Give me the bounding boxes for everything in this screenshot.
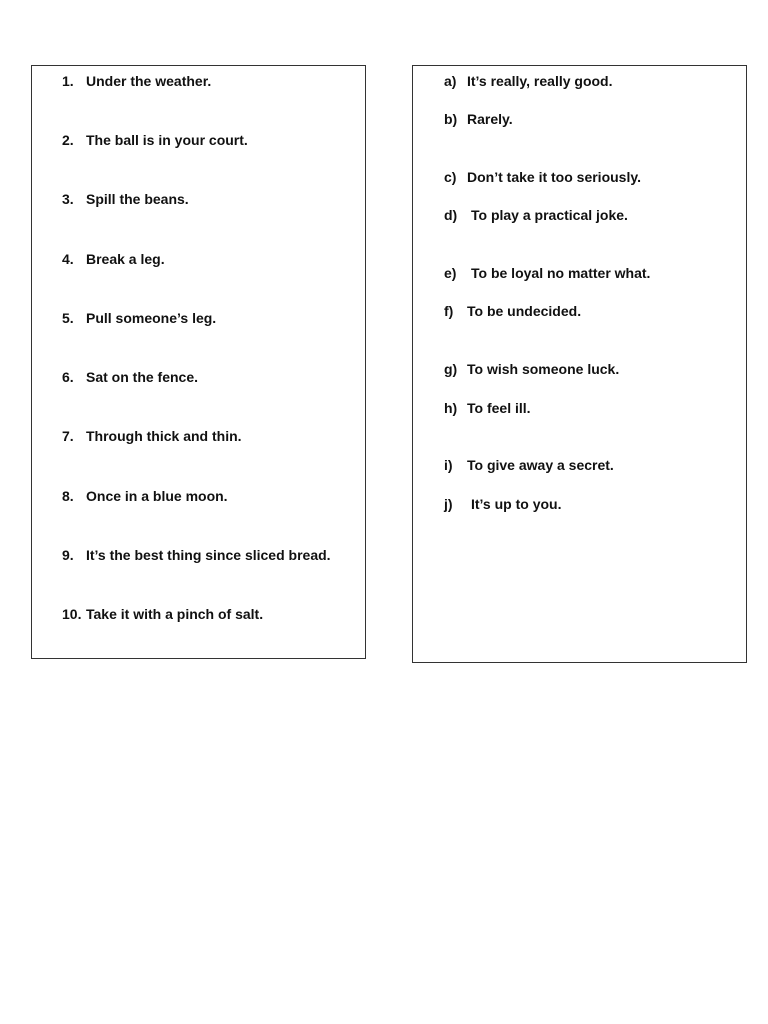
- idiom-text: Spill the beans.: [86, 191, 189, 207]
- meaning-letter: j): [444, 496, 453, 512]
- idiom-number: 5.: [62, 310, 74, 326]
- meaning-text: To give away a secret.: [467, 457, 614, 473]
- meaning-text: To be undecided.: [467, 303, 582, 319]
- meaning-letter: e): [444, 265, 457, 281]
- idiom-number: 7.: [62, 428, 74, 444]
- meaning-letter: a): [444, 73, 457, 89]
- idiom-text: Under the weather.: [86, 73, 212, 89]
- idioms-box: [31, 65, 366, 659]
- meaning-letter: h): [444, 400, 458, 416]
- meaning-text: To wish someone luck.: [467, 361, 620, 377]
- meaning-letter: d): [444, 207, 458, 223]
- idiom-number: 2.: [62, 132, 74, 148]
- meaning-text: Rarely.: [467, 111, 513, 127]
- idiom-number: 3.: [62, 191, 74, 207]
- meaning-letter: b): [444, 111, 458, 127]
- meaning-letter: g): [444, 361, 458, 377]
- meaning-text: It’s up to you.: [471, 496, 562, 512]
- idiom-text: Pull someone’s leg.: [86, 310, 217, 326]
- meaning-text: To feel ill.: [467, 400, 531, 416]
- idiom-text: Sat on the fence.: [86, 369, 199, 385]
- meaning-letter: c): [444, 169, 457, 185]
- meanings-box: [412, 65, 747, 663]
- meaning-text: It’s really, really good.: [467, 73, 613, 89]
- meaning-text: To be loyal no matter what.: [471, 265, 651, 281]
- idiom-text: It’s the best thing since sliced bread.: [86, 547, 331, 563]
- idiom-text: Break a leg.: [86, 251, 165, 267]
- idiom-number: 6.: [62, 369, 74, 385]
- idiom-number: 1.: [62, 73, 74, 89]
- idiom-number: 8.: [62, 488, 74, 504]
- idiom-text: The ball is in your court.: [86, 132, 248, 148]
- idiom-number: 10.: [62, 606, 82, 622]
- idiom-text: Once in a blue moon.: [86, 488, 228, 504]
- idiom-text: Take it with a pinch of salt.: [86, 606, 264, 622]
- idiom-number: 4.: [62, 251, 74, 267]
- idiom-text: Through thick and thin.: [86, 428, 242, 444]
- meaning-text: Don’t take it too seriously.: [467, 169, 641, 185]
- idiom-number: 9.: [62, 547, 74, 563]
- meaning-letter: f): [444, 303, 454, 319]
- meaning-text: To play a practical joke.: [471, 207, 628, 223]
- meaning-letter: i): [444, 457, 453, 473]
